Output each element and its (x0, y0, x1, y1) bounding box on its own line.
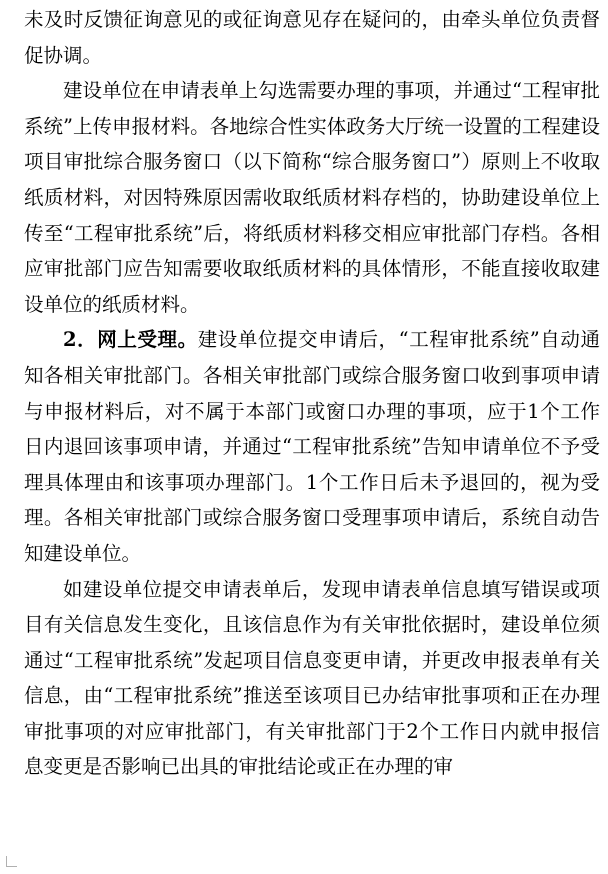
paragraph-text: 建设单位提交申请后，“工程审批系统”自动通知各相关审批部门。各相关审批部门或综合服务窗口收到事项申请与申报材料后，对不属于本部门或窗口办理的事项，应于1个工作日内退回该事项申请，并通过“工程审批系统”告知申请单位不予受理具体理由和该事项办理部门。1个工作日后未予退回的，视为受理。各相关审批部门或综合服务窗口受理事项申请后，系统自动告知建设单位。 (24, 328, 600, 565)
paragraph-text: 建设单位在申请表单上勾选需要办理的事项，并通过“工程审批系统”上传申报材料。各地综合性实体政务大厅统一设置的工程建设项目审批综合服务窗口（以下简称“综合服务窗口”）原则上不收取纸质材料，对因特殊原因需收取纸质材料存档的，协助建设单位上传至“工程审批系统”后，将纸质材料移交相应审批部门存档。各相应审批部门应告知需要收取纸质材料的具体情形，不能直接收取建设单位的纸质材料。 (24, 79, 600, 316)
page-corner-mark (6, 856, 17, 867)
document-body (24, 2, 600, 785)
paragraph-continuation (24, 2, 600, 73)
paragraph-text: 如建设单位提交申请表单后，发现申请表单信息填写错误或项目有关信息发生变化，且该信息作为有关审批依据时，建设单位须通过“工程审批系统”发起项目信息变更申请，并更改申报表单有关信息，由“工程审批系统”推送至该项目已办结审批事项和正在办理审批事项的对应审批部门，有关审批部门于2个工作日内就申报信息变更是否影响已出具的审批结论或正在办理的审 (24, 577, 600, 779)
paragraph-info-change (24, 572, 600, 786)
paragraph-online-acceptance (24, 322, 600, 571)
section-heading: 2．网上受理。 (63, 328, 198, 352)
paragraph-text: 未及时反馈征询意见的或征询意见存在疑问的，由牵头单位负责督促协调。 (24, 8, 600, 67)
paragraph-upload-materials (24, 73, 600, 322)
